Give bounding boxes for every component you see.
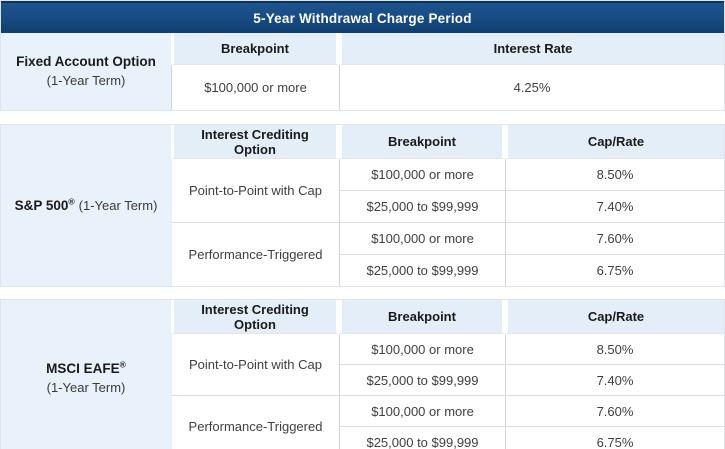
rate-cell: 7.60% — [505, 396, 724, 427]
crediting-option-cell: Performance-Triggered — [171, 223, 339, 286]
breakpoint-cell: $25,000 to $99,999 — [339, 191, 505, 223]
fixed-account-section — [0, 0, 725, 111]
column-header-crediting-option: Interest Crediting Option — [171, 125, 339, 159]
column-header-cap-rate: Cap/Rate — [505, 125, 724, 159]
account-name-label: Fixed Account Option — [16, 54, 156, 70]
index-name-label: S&P 500 — [14, 197, 69, 213]
breakpoint-cell: $25,000 to $99,999 — [339, 365, 505, 396]
rate-cell: 8.50% — [505, 159, 724, 191]
column-header-cap-rate: Cap/Rate — [505, 300, 724, 334]
column-header-breakpoint: Breakpoint — [171, 33, 339, 65]
row-label-msci-eafe — [1, 300, 171, 449]
breakpoint-cell: $25,000 to $99,999 — [339, 255, 505, 286]
table-title: 5-Year Withdrawal Charge Period — [253, 10, 472, 26]
breakpoint-cell: $100,000 or more — [339, 334, 505, 365]
rate-cell: 7.40% — [505, 191, 724, 223]
crediting-option-cell: Point-to-Point with Cap — [171, 159, 339, 223]
term-label: (1-Year Term) — [46, 379, 126, 395]
row-label-fixed-account — [1, 33, 171, 110]
rate-cell: 8.50% — [505, 334, 724, 365]
sp500-table — [1, 125, 724, 286]
msci-eafe-section — [0, 299, 725, 449]
table-title-bar — [1, 1, 724, 33]
rate-cell: 7.40% — [505, 365, 724, 396]
breakpoint-cell: $100,000 or more — [171, 65, 339, 110]
term-label: (1-Year Term) — [78, 197, 158, 213]
row-label-sp500 — [1, 125, 171, 286]
msci-eafe-table — [1, 300, 724, 449]
crediting-option-cell: Performance-Triggered — [171, 396, 339, 449]
registered-trademark-symbol: ® — [119, 359, 126, 370]
breakpoint-cell: $100,000 or more — [339, 396, 505, 427]
crediting-option-cell: Point-to-Point with Cap — [171, 334, 339, 396]
fixed-account-table — [1, 33, 724, 110]
breakpoint-cell: $25,000 to $99,999 — [339, 427, 505, 449]
registered-trademark-symbol: ® — [68, 196, 75, 207]
index-name-label: MSCI EAFE — [46, 361, 120, 377]
term-label: (1-Year Term) — [46, 72, 126, 88]
rate-cell: 4.25% — [339, 65, 724, 110]
rate-cell: 6.75% — [505, 427, 724, 449]
column-header-crediting-option: Interest Crediting Option — [171, 300, 339, 334]
column-header-interest-rate: Interest Rate — [339, 33, 724, 65]
breakpoint-cell: $100,000 or more — [339, 159, 505, 191]
sp500-section — [0, 124, 725, 287]
rate-cell: 7.60% — [505, 223, 724, 255]
column-header-breakpoint: Breakpoint — [339, 125, 505, 159]
rate-cell: 6.75% — [505, 255, 724, 286]
breakpoint-cell: $100,000 or more — [339, 223, 505, 255]
column-header-breakpoint: Breakpoint — [339, 300, 505, 334]
